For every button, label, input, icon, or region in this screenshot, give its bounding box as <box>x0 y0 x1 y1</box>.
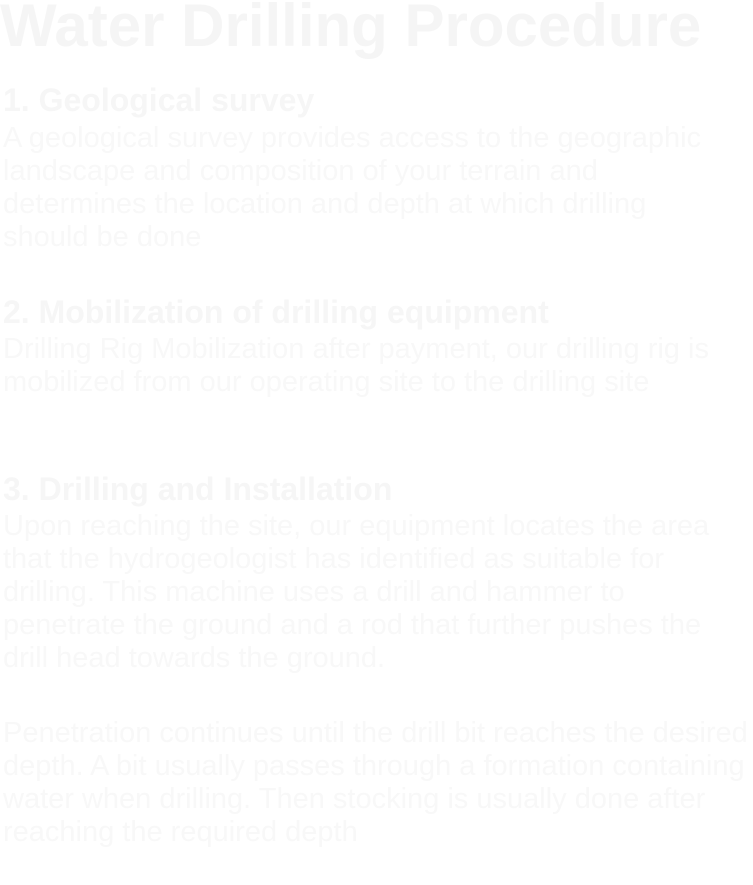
section-text-mobilization: Drilling Rig Mobilization after payment, our drilling rig is mobilized from our operating site to the drilling site <box>3 333 709 398</box>
section-text-geological-survey: A geological survey provides access to the geographic landscape and composition of your terrain and determines the location and depth at which drilling should be done <box>3 122 702 253</box>
section-text-penetration: Penetration continues until the drill bit reaches the desired depth. A bit usually passes through a formation containing water when drilling. Then stocking is usually done after reaching the required depth <box>3 717 748 848</box>
section-heading-drilling-installation: 3. Drilling and Installation <box>3 471 393 507</box>
section-heading-geological-survey: 1. Geological survey <box>3 82 315 118</box>
page-title: Water Drilling Procedure <box>0 0 702 59</box>
section-text-drilling-installation: Upon reaching the site, our equipment locates the area that the hydrogeologist has identified as suitable for drilling. This machine uses a drill and hammer to penetrate the ground and a rod that further pushes the drill head towards the ground. <box>3 510 710 674</box>
section-heading-mobilization: 2. Mobilization of drilling equipment <box>3 294 549 330</box>
